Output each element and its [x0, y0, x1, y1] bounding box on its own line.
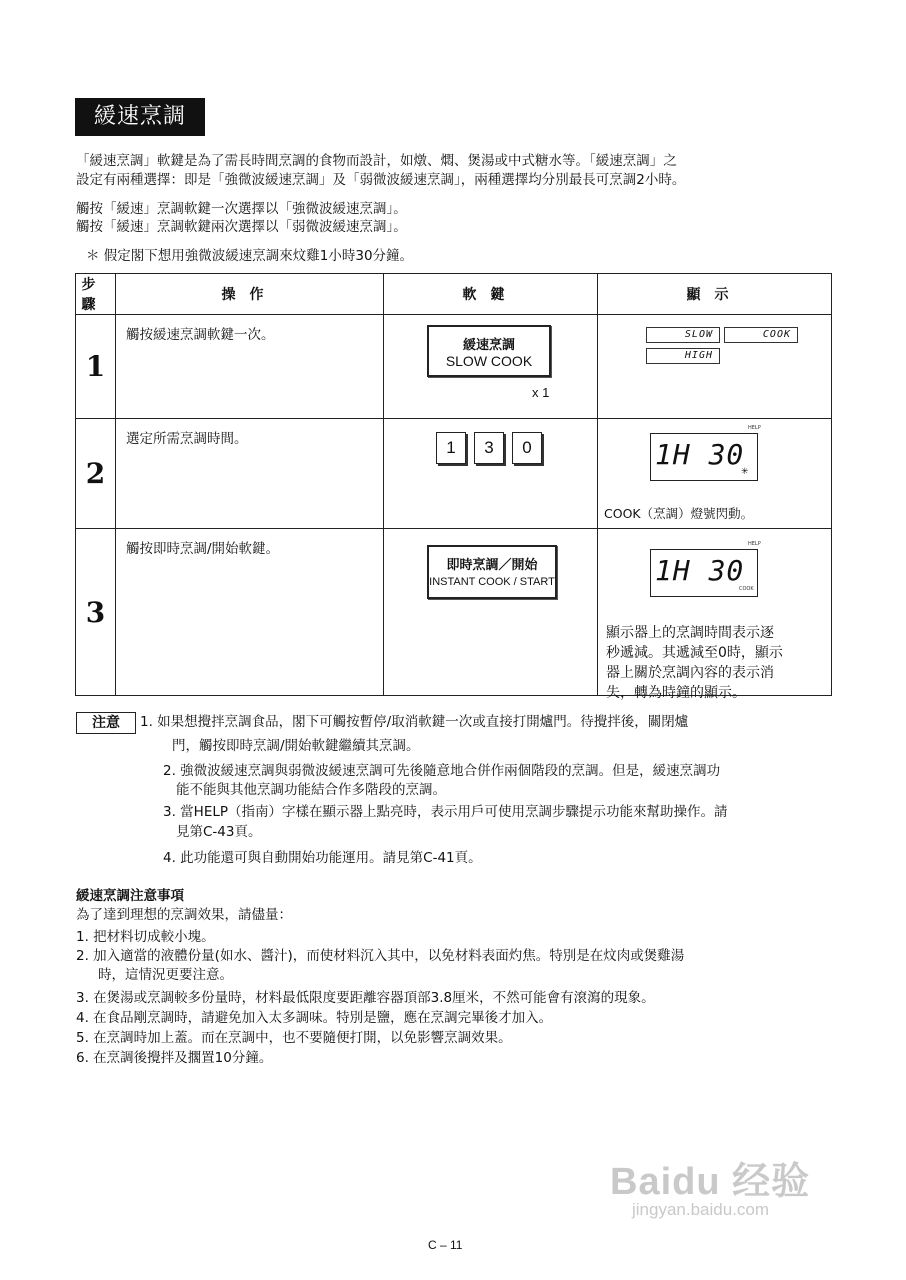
cook-time-readout: 1H 30 — [655, 554, 745, 587]
step-number: 1 — [76, 315, 116, 419]
note-3a: 3. 當HELP（指南）字樣在顯示器上點亮時，表示用戶可使用烹調步驟提示功能來幫助操作。請 — [163, 804, 728, 820]
intro-line-3: 觸按「緩速」烹調軟鍵一次選擇以「強微波緩速烹調」。 — [76, 201, 407, 217]
help-indicator: HELP — [748, 541, 761, 547]
tip-3: 3. 在煲湯或烹調較多份量時，材料最低限度要距離容器頂部3.8厘米，不然可能會有滾瀉的現象。 — [76, 990, 655, 1006]
display-caption: COOK（烹調）燈號閃動。 — [604, 506, 754, 521]
header-key: 軟鍵 — [384, 274, 598, 315]
note-1a: 1. 如果想攪拌烹調食品，閣下可觸按暫停/取消軟鍵一次或直接打開爐門。待攪拌後，關閉爐 — [140, 714, 689, 730]
help-indicator: HELP — [748, 425, 761, 431]
number-key-3[interactable]: 3 — [474, 432, 504, 464]
notes-label: 注意 — [76, 712, 136, 734]
watermark-logo: Baidu 经验 — [610, 1161, 811, 1203]
display-caption-1: 顯示器上的烹調時間表示逐 — [606, 625, 774, 641]
display-cell — [598, 419, 832, 529]
display-cell — [598, 315, 832, 419]
tip-2a: 2. 加入適當的液體份量(如水、醬汁)，而使材料沉入其中，以免材料表面灼焦。特別是在炆肉或煲雞湯 — [76, 948, 685, 964]
display-caption-3: 器上關於烹調內容的表示消 — [606, 665, 774, 681]
step-operation: 觸按緩速烹調軟鍵一次。 — [116, 315, 384, 419]
step-operation: 選定所需烹調時間。 — [116, 419, 384, 529]
note-2b: 能不能與其他烹調功能結合作多階段的烹調。 — [176, 782, 446, 798]
watermark-url: jingyan.baidu.com — [632, 1200, 770, 1219]
table-header-row — [76, 274, 832, 315]
cook-flash-icon: ✳ — [741, 467, 749, 477]
instant-cook-start-key[interactable] — [427, 545, 557, 599]
tip-6: 6. 在烹調後攪拌及擱置10分鐘。 — [76, 1050, 273, 1066]
steps-table — [75, 273, 832, 701]
lcd-high: HIGH — [646, 348, 720, 364]
tips-heading: 緩速烹調注意事項 — [76, 888, 184, 904]
note-2a: 2. 強微波緩速烹調與弱微波緩速烹調可先後隨意地合併作兩個階段的烹調。但是，緩速烹調功 — [163, 763, 721, 779]
page-number: C – 11 — [428, 1238, 463, 1252]
number-key-1[interactable]: 1 — [436, 432, 466, 464]
lcd-cook: COOK — [724, 327, 798, 343]
section-title: 緩速烹調 — [75, 98, 205, 136]
note-1b: 門，觸按即時烹調/開始軟鍵繼續其烹調。 — [172, 738, 420, 754]
intro-line-4: 觸按「緩速」烹調軟鍵兩次選擇以「弱微波緩速烹調」。 — [76, 219, 407, 235]
display-caption-2: 秒遞減。其遞減至0時，顯示 — [606, 645, 783, 661]
intro-line-1: 「緩速烹調」軟鍵是為了需長時間烹調的食物而設計，如燉、燜、煲湯或中式糖水等。「緩速烹調」之 — [76, 153, 677, 169]
key-cell — [384, 315, 598, 419]
key-label-en: INSTANT COOK / START — [429, 576, 555, 588]
key-label-en: SLOW COOK — [445, 353, 533, 369]
header-operation: 操作 — [116, 274, 384, 315]
note-4: 4. 此功能還可與自動開始功能運用。請見第C-41頁。 — [163, 850, 482, 866]
tip-5: 5. 在烹調時加上蓋。而在烹調中，也不要隨便打開，以免影響烹調效果。 — [76, 1030, 512, 1046]
step-operation: 觸按即時烹調/開始軟鍵。 — [116, 529, 384, 696]
cook-time-readout: 1H 30 — [655, 438, 745, 471]
press-count: x 1 — [532, 385, 550, 400]
tips-lead: 為了達到理想的烹調效果，請儘量： — [76, 907, 292, 923]
lcd-slow: SLOW — [646, 327, 720, 343]
table-row — [76, 529, 832, 696]
cook-indicator: COOK — [739, 586, 754, 592]
number-key-0[interactable]: 0 — [512, 432, 542, 464]
note-3b: 見第C-43頁。 — [176, 824, 262, 840]
lcd-display — [650, 549, 758, 597]
display-cell — [598, 529, 832, 701]
example-text: ＊ 假定閣下想用強微波緩速烹調來炆雞1小時30分鐘。 — [86, 248, 414, 264]
step-number: 2 — [76, 419, 116, 529]
tip-2b: 時，這情況更要注意。 — [98, 967, 233, 983]
key-label-zh: 緩速烹調 — [462, 338, 515, 353]
lcd-display — [650, 433, 758, 481]
header-display: 顯示 — [598, 274, 832, 315]
step-number: 3 — [76, 529, 116, 696]
tip-4: 4. 在食品剛烹調時，請避免加入太多調味。特別是鹽，應在烹調完畢後才加入。 — [76, 1010, 553, 1026]
slow-cook-key[interactable] — [427, 325, 551, 377]
key-label-zh: 即時烹調／開始 — [446, 558, 538, 573]
key-cell — [384, 419, 598, 529]
header-step: 步驟 — [76, 274, 116, 315]
intro-line-2: 設定有兩種選擇：即是「強微波緩速烹調」及「弱微波緩速烹調」，兩種選擇均分別最長可烹調2小時。 — [76, 172, 686, 188]
tip-1: 1. 把材料切成較小塊。 — [76, 929, 215, 945]
key-cell — [384, 529, 598, 696]
table-row — [76, 315, 832, 419]
display-caption-4: 失，轉為時鐘的顯示。 — [606, 685, 746, 701]
table-row — [76, 419, 832, 529]
